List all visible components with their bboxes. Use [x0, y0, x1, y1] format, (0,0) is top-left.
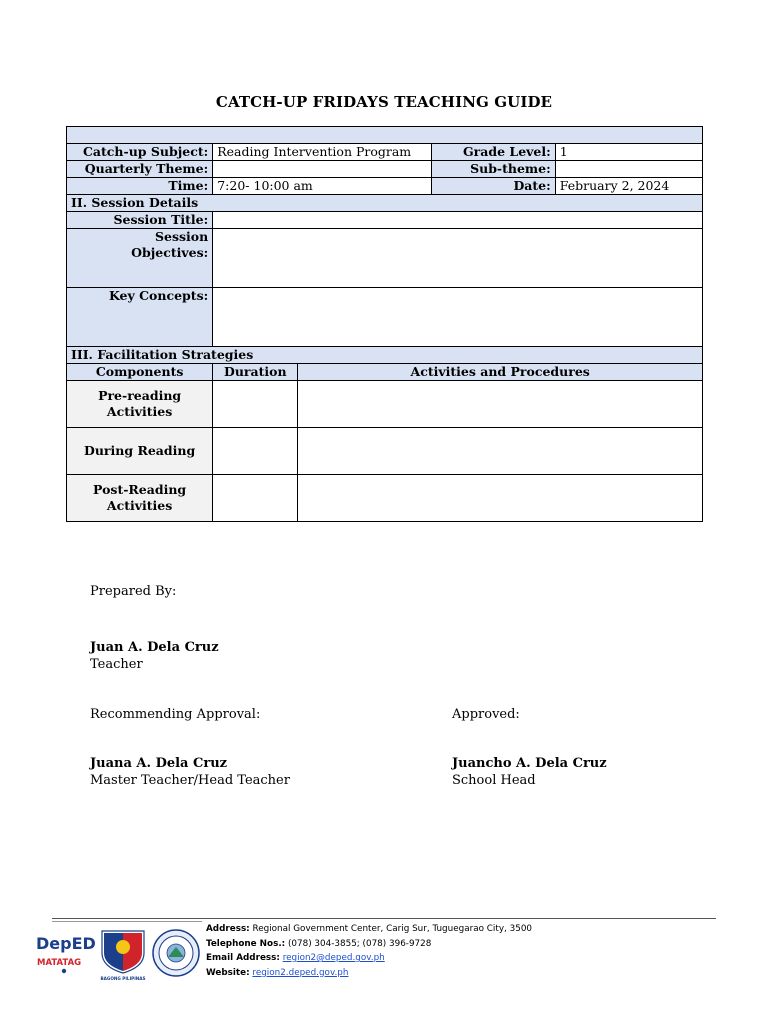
- website-label: Website:: [206, 967, 250, 978]
- approved-name: Juancho A. Dela Cruz: [452, 756, 607, 771]
- key-concepts-value: [213, 288, 703, 347]
- session-objectives-label-line1: Session: [154, 229, 209, 244]
- footer-website: [206, 966, 532, 981]
- prepared-by-label: Prepared By:: [90, 584, 177, 599]
- table-row: [67, 475, 703, 522]
- grade-level-value: 1: [555, 144, 702, 161]
- col-duration: Duration: [213, 364, 298, 381]
- telephone-value: (078) 304-3855; (078) 396-9728: [287, 938, 432, 949]
- bagong-pilipinas-text: BAGONG PILIPINAS: [100, 976, 146, 981]
- catchup-subject-value: Reading Intervention Program: [213, 144, 431, 161]
- session-title-value: [213, 212, 703, 229]
- component-during-reading: [67, 428, 213, 475]
- email-label: Email Address:: [206, 953, 280, 963]
- activities-cell: [298, 381, 703, 428]
- footer-divider-short: [52, 921, 202, 922]
- component-line1: During Reading: [84, 443, 196, 458]
- component-line1: Pre-reading: [98, 388, 182, 403]
- approved-label: Approved:: [452, 707, 520, 722]
- prepared-by-block: [90, 639, 219, 673]
- footer-logos: [34, 925, 204, 981]
- telephone-label: Telephone Nos.:: [206, 938, 286, 949]
- page-title: CATCH-UP FRIDAYS TEACHING GUIDE: [215, 93, 553, 111]
- bagong-pilipinas-logo: [100, 931, 145, 981]
- activities-cell: [298, 428, 703, 475]
- session-objectives-label-line2: Objectives:: [131, 245, 209, 260]
- quarterly-theme-value: [213, 161, 431, 178]
- duration-cell: [213, 475, 298, 522]
- table-row: [67, 144, 703, 161]
- approved-block: [452, 755, 607, 789]
- table-row: [67, 178, 703, 195]
- date-value: February 2, 2024: [555, 178, 702, 195]
- component-line1: Post-Reading: [93, 482, 187, 497]
- catchup-subject-label: Catch-up Subject:: [67, 144, 213, 161]
- col-components: Components: [67, 364, 213, 381]
- table-row: [67, 288, 703, 347]
- teaching-guide-table: [66, 126, 703, 522]
- footer-telephone: [206, 937, 532, 952]
- grade-level-label: Grade Level:: [431, 144, 555, 161]
- section-3-heading: III. Facilitation Strategies: [67, 347, 703, 364]
- matatag-logo-text: MATATAG: [37, 958, 82, 968]
- time-label: Time:: [67, 178, 213, 195]
- duration-cell: [213, 428, 298, 475]
- section-heading-row: [67, 195, 703, 212]
- component-line2: Activities: [106, 498, 173, 513]
- session-title-label: Session Title:: [67, 212, 213, 229]
- recommending-title: Master Teacher/Head Teacher: [90, 773, 290, 788]
- date-label: Date:: [431, 178, 555, 195]
- table-header-band: [67, 127, 703, 144]
- table-row: [67, 161, 703, 178]
- session-objectives-value: [213, 229, 703, 288]
- teacher-title: Teacher: [90, 657, 143, 672]
- address-label: Address:: [206, 924, 250, 934]
- duration-cell: [213, 381, 298, 428]
- subtheme-value: [555, 161, 702, 178]
- address-value: Regional Government Center, Carig Sur, Tuguegarao City, 3500: [252, 924, 533, 934]
- subtheme-label: Sub-theme:: [431, 161, 555, 178]
- footer-divider: [52, 918, 716, 919]
- component-pre-reading: [67, 381, 213, 428]
- component-line2: Activities: [106, 404, 173, 419]
- footer-address: [206, 922, 532, 937]
- table-row: [67, 229, 703, 288]
- footer-email: [206, 951, 532, 966]
- email-link[interactable]: region2@deped.gov.ph: [282, 953, 385, 963]
- column-header-row: [67, 364, 703, 381]
- website-link[interactable]: region2.deped.gov.ph: [252, 967, 349, 978]
- deped-logo-text: DepED: [36, 934, 96, 953]
- footer-contact-info: [206, 922, 532, 980]
- teacher-name: Juan A. Dela Cruz: [90, 640, 219, 655]
- recommending-name: Juana A. Dela Cruz: [90, 756, 228, 771]
- component-post-reading: [67, 475, 213, 522]
- table-row: [67, 428, 703, 475]
- activities-cell: [298, 475, 703, 522]
- table-row: [67, 212, 703, 229]
- deped-region-seal: [153, 930, 199, 976]
- deped-matatag-logo: [36, 934, 96, 973]
- session-objectives-label: [67, 229, 213, 288]
- approved-title: School Head: [452, 773, 536, 788]
- col-activities: Activities and Procedures: [298, 364, 703, 381]
- quarterly-theme-label: Quarterly Theme:: [67, 161, 213, 178]
- recommending-block: [90, 755, 290, 789]
- recommending-approval-label: Recommending Approval:: [90, 707, 261, 722]
- section-heading-row: [67, 347, 703, 364]
- section-2-heading: II. Session Details: [67, 195, 703, 212]
- time-value: 7:20- 10:00 am: [213, 178, 431, 195]
- table-row: [67, 381, 703, 428]
- key-concepts-label: Key Concepts:: [67, 288, 213, 347]
